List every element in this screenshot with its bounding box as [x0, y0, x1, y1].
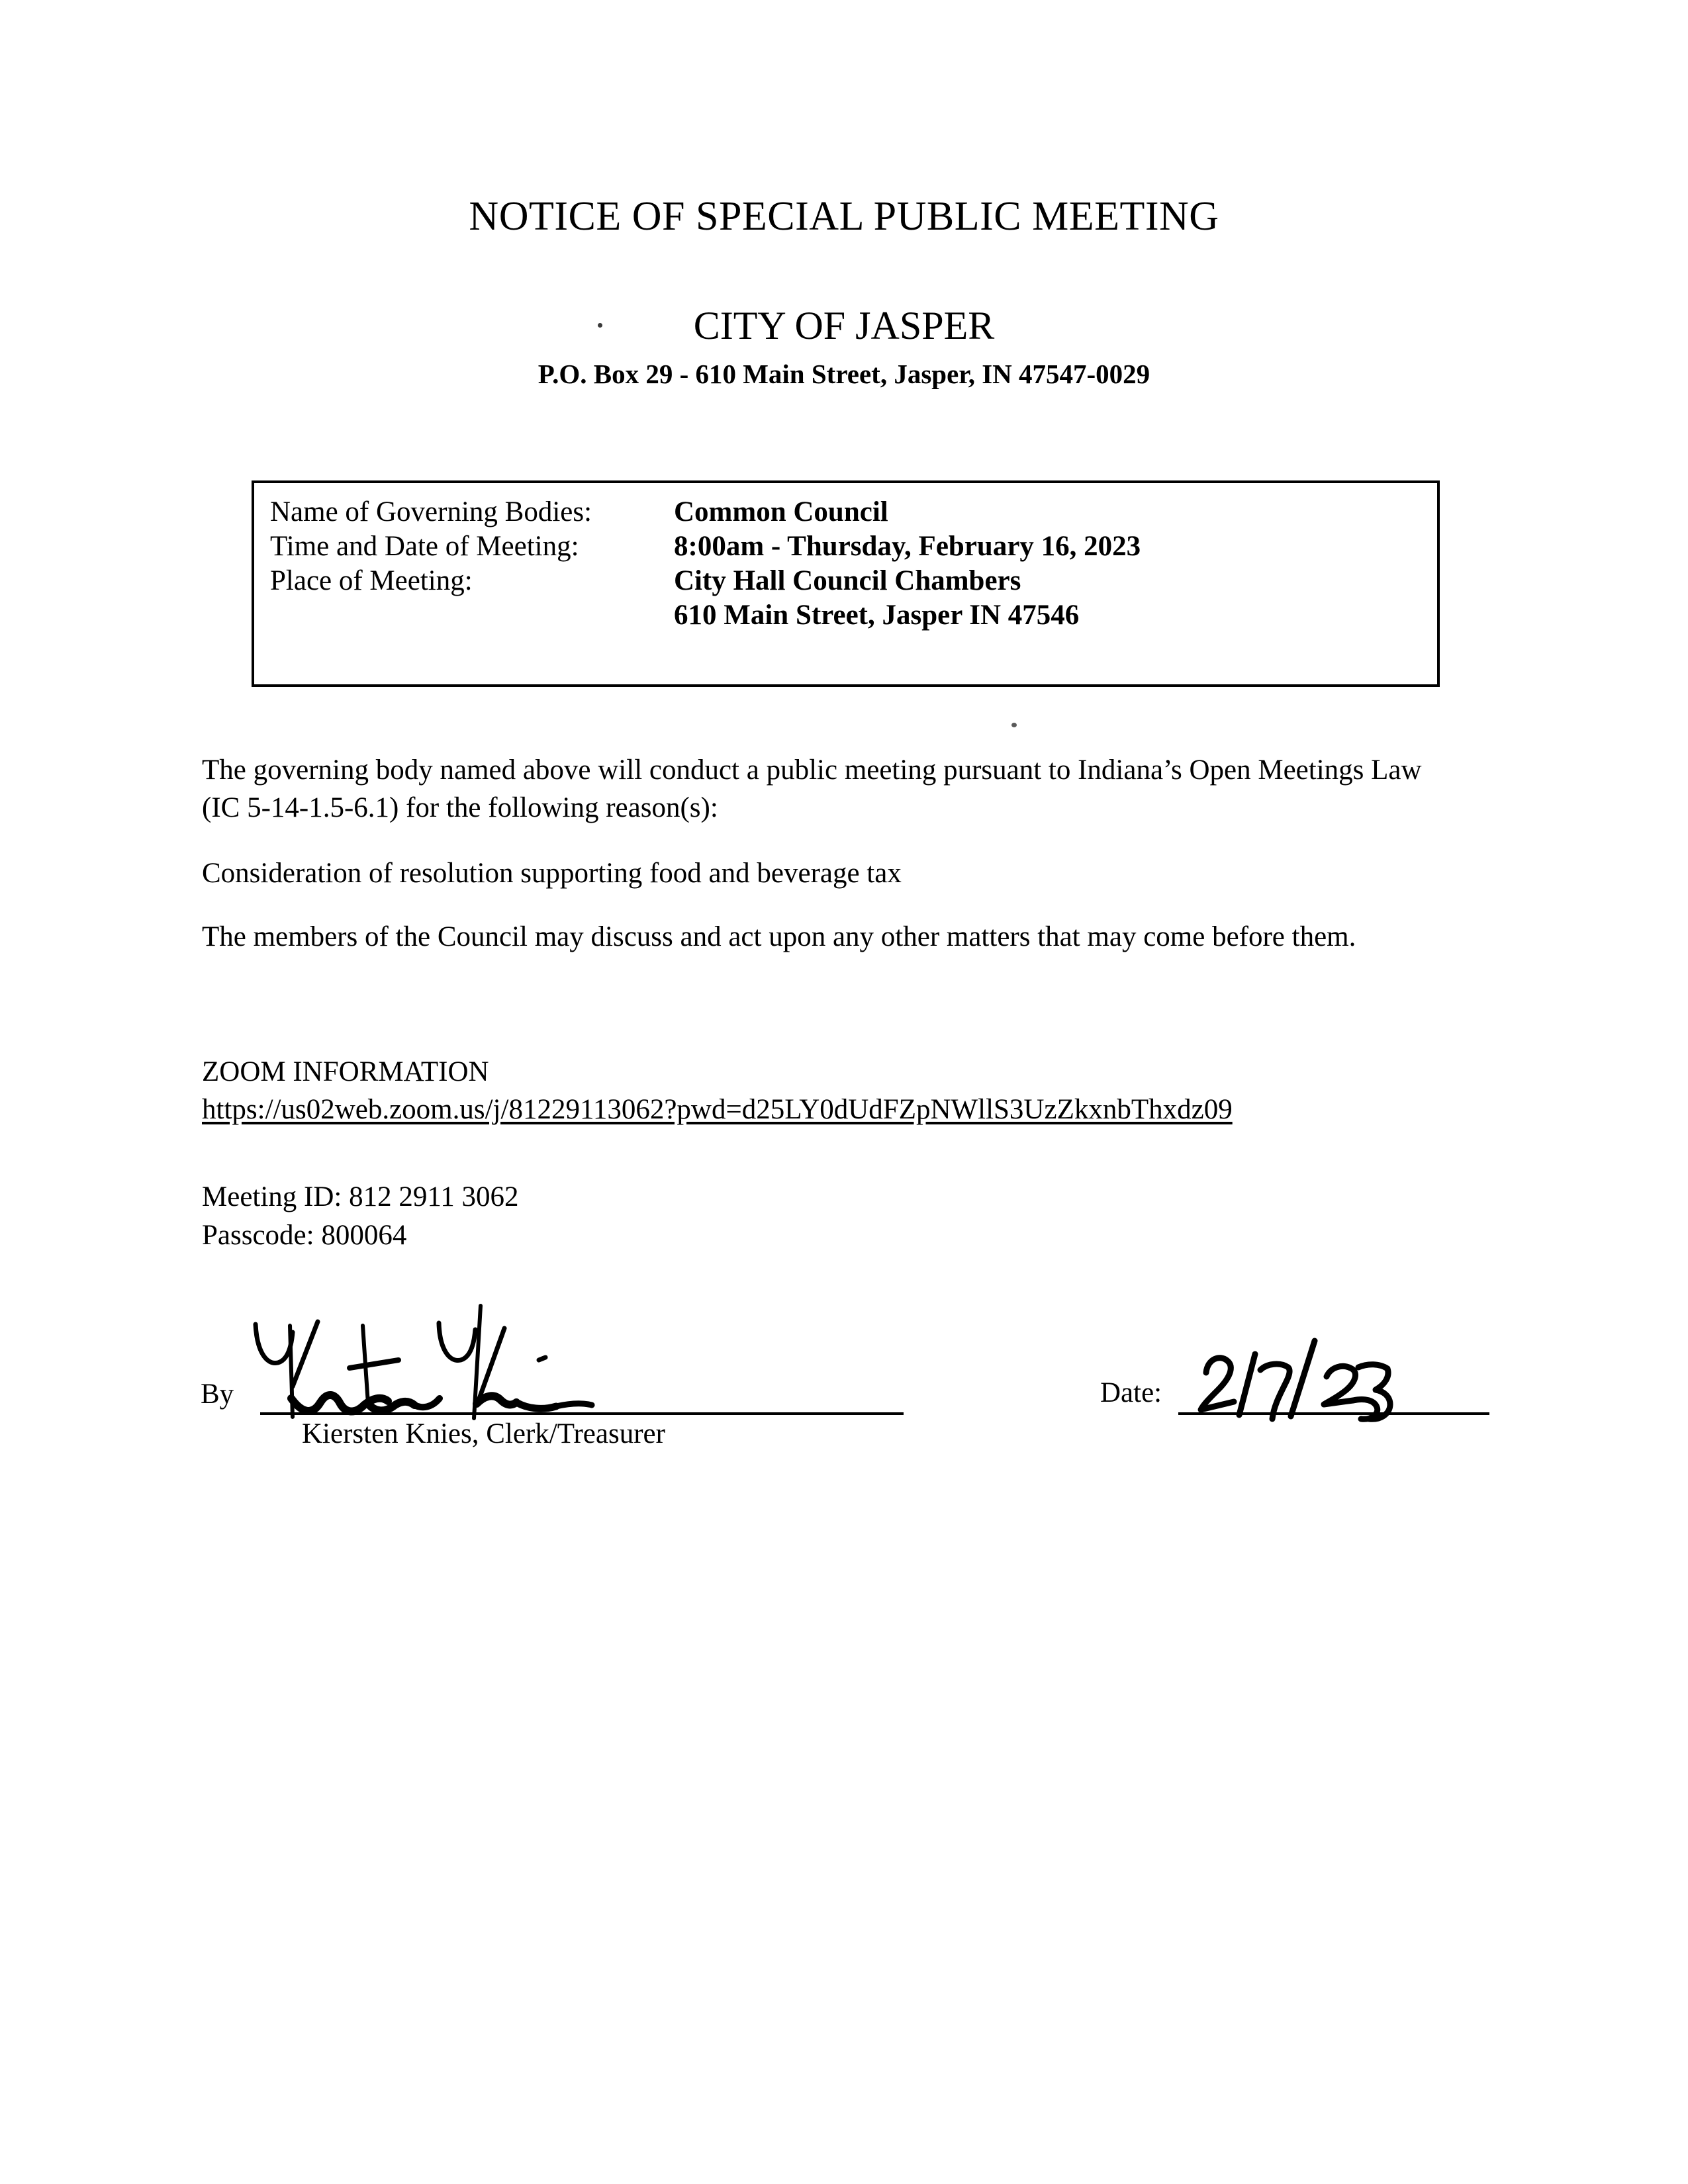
organization-address: P.O. Box 29 - 610 Main Street, Jasper, IN 47547-0029 [538, 359, 1150, 389]
organization-name: CITY OF JASPER [693, 304, 995, 347]
page-title: NOTICE OF SPECIAL PUBLIC MEETING [469, 194, 1219, 239]
info-row-governing-bodies [270, 495, 1422, 529]
info-row-time-date [270, 529, 1422, 564]
zoom-heading: ZOOM INFORMATION [202, 1056, 489, 1087]
info-value-place-line2: 610 Main Street, Jasper IN 47546 [674, 600, 1080, 631]
info-value-place: City Hall Council Chambers [674, 565, 1021, 596]
info-value-governing-bodies: Common Council [674, 496, 888, 527]
signature-name-title: Kiersten Knies, Clerk/Treasurer [302, 1418, 665, 1449]
paragraph-reason: Consideration of resolution supporting food and beverage tax [202, 857, 902, 889]
scan-artifact-dot-2 [1011, 723, 1017, 727]
paragraph-other-matters: The members of the Council may discuss and act upon any other matters that may come before them. [202, 921, 1356, 953]
info-label-time-date: Time and Date of Meeting: [270, 531, 579, 562]
info-row-place [270, 564, 1422, 598]
zoom-passcode: Passcode: 800064 [202, 1220, 407, 1251]
body-text [202, 752, 1446, 984]
paragraph-purpose: The governing body named above will conduct a public meeting pursuant to Indiana’s Open Meetings Law (IC 5-14-1.5-6.1) for the following reason(s): [202, 754, 1422, 823]
info-label-governing-bodies: Name of Governing Bodies: [270, 496, 592, 527]
meeting-info-rows [270, 495, 1422, 633]
signature-by-label: By [201, 1379, 234, 1410]
handwritten-signature [252, 1299, 728, 1438]
zoom-meeting-id: Meeting ID: 812 2911 3062 [202, 1181, 519, 1212]
info-label-place: Place of Meeting: [270, 565, 473, 596]
zoom-meeting-link[interactable]: https://us02web.zoom.us/j/81229113062?pwd=d25LY0dUdFZpNWllS3UzZkxnbThxdz09 [202, 1093, 1233, 1125]
date-label: Date: [1100, 1377, 1162, 1408]
info-value-time-date: 8:00am - Thursday, February 16, 2023 [674, 531, 1141, 562]
zoom-credentials [202, 1178, 519, 1255]
date-line [1178, 1412, 1489, 1415]
zoom-information [202, 1054, 1460, 1129]
signature-line [260, 1412, 904, 1415]
